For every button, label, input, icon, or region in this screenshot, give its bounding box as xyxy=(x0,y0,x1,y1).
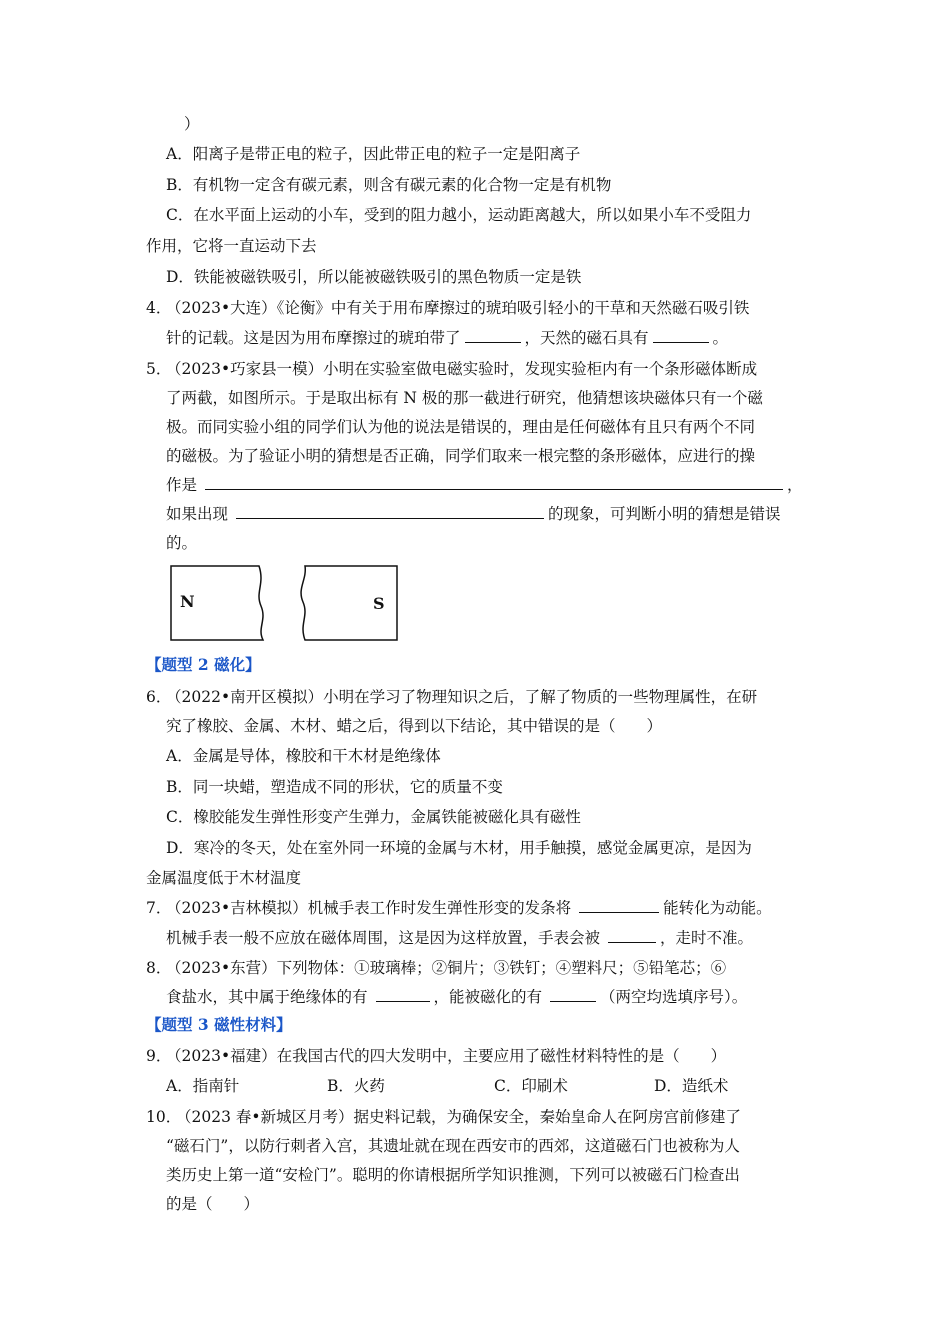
q6-number: 6． xyxy=(146,688,172,706)
q6-option-c: C．橡胶能发生弹性形变产生弹力，金属铁能被磁化具有磁性 xyxy=(166,808,581,826)
q3-option-c-cont: 作用，它将一直运动下去 xyxy=(146,237,317,255)
q5-line-7: 的。 xyxy=(166,534,198,552)
q8-text-b: ，能被磁化的有 xyxy=(433,988,543,1006)
q4-text-c: 。 xyxy=(712,329,729,347)
q4-line-1: （2023•大连）《论衡》中有关于用布摩擦过的琥珀吸引轻小的干草和天然磁石吸引铁 xyxy=(166,299,750,317)
q6-line-2: 究了橡胶、金属、木材、蜡之后，得到以下结论，其中错误的是（ ） xyxy=(166,717,663,735)
q5-line-4: 的磁极。为了验证小明的猜想是否正确，同学们取来一根完整的条形磁体，应进行的操 xyxy=(166,447,756,465)
q7-line-2 xyxy=(166,927,753,949)
section-title-magnetization: 【题型 2 磁化】 xyxy=(146,655,261,674)
q4-number: 4． xyxy=(146,299,172,317)
q6-option-a: A．金属是导体，橡胶和干木材是绝缘体 xyxy=(166,747,441,765)
q10-line-3: 类历史上第一道“安检门”。聪明的你请根据所学知识推测，下列可以被磁石门检查出 xyxy=(166,1166,740,1184)
q9-option-c: C．印刷术 xyxy=(494,1077,568,1095)
q5-line-3: 极。而同实验小组的同学们认为他的说法是错误的，理由是任何磁体有且只有两个不同 xyxy=(166,418,756,436)
q9-option-b: B．火药 xyxy=(327,1077,385,1095)
q8-number: 8． xyxy=(146,959,172,977)
q5-line-6 xyxy=(166,503,781,525)
q7-line-1 xyxy=(166,897,772,919)
q9-option-a: A．指南针 xyxy=(166,1077,240,1095)
q7-text-c: 机械手表一般不应放在磁体周围，这是因为这样放置，手表会被 xyxy=(166,929,601,947)
q5-blank-2[interactable] xyxy=(236,503,544,519)
q3-option-a: A．阳离子是带正电的粒子，因此带正电的粒子一定是阳离子 xyxy=(166,145,581,163)
q8-line-2 xyxy=(166,986,747,1008)
q10-number: 10． xyxy=(146,1108,182,1126)
q7-text-d: ，走时不准。 xyxy=(660,929,754,947)
q10-line-1: （2023 春•新城区月考）据史料记载，为确保安全，秦始皇命人在阿房宫前修建了 xyxy=(176,1108,742,1126)
q7-blank-1[interactable] xyxy=(579,897,659,913)
q5-line-5 xyxy=(166,474,803,496)
broken-magnet-figure xyxy=(165,562,405,646)
q9-option-d: D．造纸术 xyxy=(654,1077,729,1095)
q4-text-a: 针的记载。这是因为用布摩擦过的琥珀带了 xyxy=(166,329,461,347)
q5-line-2: 了两截，如图所示。于是取出标有 N 极的那一截进行研究，他猜想该块磁体只有一个磁 xyxy=(166,389,763,407)
q3-option-d: D．铁能被磁铁吸引，所以能被磁铁吸引的黑色物质一定是铁 xyxy=(166,268,582,286)
q3-option-c: C．在水平面上运动的小车，受到的阻力越小，运动距离越大，所以如果小车不受阻力 xyxy=(166,206,752,224)
q6-option-b: B．同一块蜡，塑造成不同的形状，它的质量不变 xyxy=(166,778,503,796)
q9-number: 9． xyxy=(146,1047,172,1065)
q8-blank-2[interactable] xyxy=(550,986,596,1002)
section-title-magnetic-materials: 【题型 3 磁性材料】 xyxy=(146,1015,292,1034)
q3-option-b: B．有机物一定含有碳元素，则含有碳元素的化合物一定是有机物 xyxy=(166,176,612,194)
magnet-n-label: N xyxy=(180,592,195,611)
q4-text-b: ，天然的磁石具有 xyxy=(524,329,649,347)
q7-text-a: （2023•吉林模拟）机械手表工作时发生弹性形变的发条将 xyxy=(166,899,572,917)
q4-blank-1[interactable] xyxy=(465,327,521,343)
q5-text-c: 如果出现 xyxy=(166,505,229,523)
q6-option-d: D．寒冷的冬天，处在室外同一环境的金属与木材，用手触摸，感觉金属更凉，是因为 xyxy=(166,839,752,857)
q6-option-d-cont: 金属温度低于木材温度 xyxy=(146,869,302,887)
magnet-s-label: S xyxy=(373,594,385,613)
q5-blank-1[interactable] xyxy=(205,474,783,490)
q10-line-4: 的是（ ） xyxy=(166,1195,260,1213)
q5-text-a: 作是 xyxy=(166,476,198,494)
q8-blank-1[interactable] xyxy=(376,986,430,1002)
q8-text-a: 食盐水，其中属于绝缘体的有 xyxy=(166,988,368,1006)
q7-blank-2[interactable] xyxy=(608,927,656,943)
q10-line-2: “磁石门”，以防行刺者入宫，其遗址就在现在西安市的西郊，这道磁石门也被称为人 xyxy=(166,1137,740,1155)
q7-number: 7． xyxy=(146,899,172,917)
q4-blank-2[interactable] xyxy=(653,327,709,343)
q9-line-1: （2023•福建）在我国古代的四大发明中，主要应用了磁性材料特性的是（ ） xyxy=(166,1047,727,1065)
q5-number: 5． xyxy=(146,360,172,378)
q5-line-1: （2023•巧家县一模）小明在实验室做电磁实验时，发现实验柜内有一个条形磁体断成 xyxy=(166,360,758,378)
q5-text-b: ， xyxy=(787,476,803,494)
q3-tail: ） xyxy=(184,115,200,133)
q6-line-1: （2022•南开区模拟）小明在学习了物理知识之后，了解了物质的一些物理属性，在研 xyxy=(166,688,758,706)
q8-line-1: （2023•东营）下列物体：①玻璃棒；②铜片；③铁钉；④塑料尺；⑤铅笔芯；⑥ xyxy=(166,959,727,977)
q4-line-2 xyxy=(166,327,728,349)
q5-text-d: 的现象，可判断小明的猜想是错误 xyxy=(548,505,781,523)
q8-text-c: （两空均选填序号）。 xyxy=(600,988,748,1006)
q7-text-b: 能转化为动能。 xyxy=(663,899,772,917)
